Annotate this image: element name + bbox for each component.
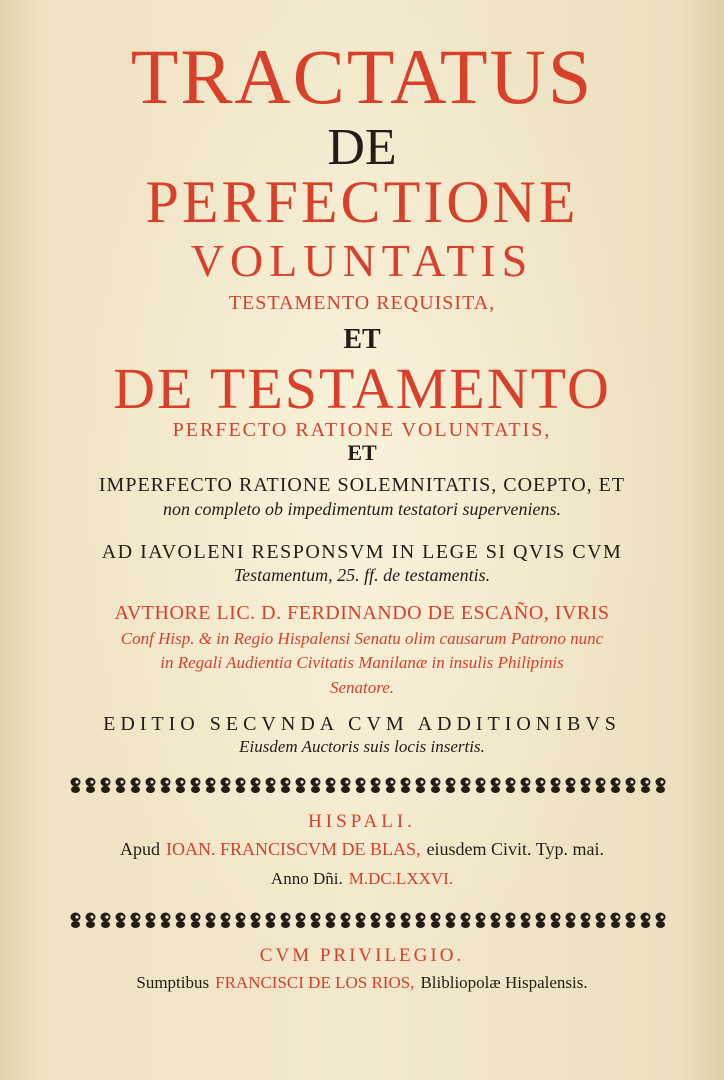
conjunction-et-1: ET xyxy=(343,324,381,355)
apud-prefix: Apud xyxy=(120,839,161,859)
edition-note: Eiusdem Auctoris suis locis insertis. xyxy=(239,737,485,756)
anno-prefix: Anno Dñi. xyxy=(270,869,343,888)
fleuron-icon xyxy=(581,778,591,794)
fleuron-icon xyxy=(506,778,516,794)
fleuron-icon xyxy=(146,913,156,929)
imprint-year-line xyxy=(0,870,724,887)
fleuron-icon xyxy=(221,778,231,794)
fleuron-icon xyxy=(311,778,321,794)
fleuron-icon xyxy=(416,913,426,929)
fleuron-icon xyxy=(461,778,471,794)
imprint-year: M.DC.LXXVI. xyxy=(348,869,454,888)
fleuron-icon xyxy=(116,778,126,794)
fleuron-icon xyxy=(356,778,366,794)
fleuron-icon xyxy=(341,913,351,929)
fleuron-icon xyxy=(611,913,621,929)
subtitle-imperfecto: IMPERFECTO RATIONE SOLEMNITATIS, COEPTO, ET xyxy=(98,474,626,496)
fleuron-icon xyxy=(401,778,411,794)
fleuron-icon xyxy=(281,778,291,794)
fleuron-icon xyxy=(71,913,81,929)
author-line-1: AVTHORE LIC. D. FERDINANDO DE ESCAÑO, IVRIS xyxy=(114,602,610,624)
fleuron-icon xyxy=(521,913,531,929)
fleuron-icon xyxy=(356,913,366,929)
ornament-border-1 xyxy=(68,775,668,795)
fleuron-icon xyxy=(626,778,636,794)
edition-line: EDITIO SECVNDA CVM ADDITIONIBVS xyxy=(103,713,621,735)
conjunction-et-2: ET xyxy=(347,440,377,465)
fleuron-icon xyxy=(476,913,486,929)
fleuron-icon xyxy=(416,778,426,794)
fleuron-icon xyxy=(146,778,156,794)
title-perfectione: PERFECTIONE xyxy=(145,169,579,235)
imprint-printer-line xyxy=(0,840,724,858)
fleuron-icon xyxy=(161,778,171,794)
fleuron-icon xyxy=(311,913,321,929)
author-line-3: in Regali Audientia Civitatis Manilanæ in insulis Philipinis xyxy=(160,653,564,672)
ornament-border-2 xyxy=(68,910,668,930)
fleuron-icon xyxy=(476,778,486,794)
fleuron-icon xyxy=(596,778,606,794)
fleuron-icon xyxy=(191,778,201,794)
fleuron-icon xyxy=(551,778,561,794)
title-voluntatis: VOLUNTATIS xyxy=(190,235,534,286)
fleuron-icon xyxy=(551,913,561,929)
reference-testamentum: Testamentum, 25. ff. de testamentis. xyxy=(233,565,491,585)
fleuron-icon xyxy=(101,778,111,794)
fleuron-icon xyxy=(266,913,276,929)
printer-name: IOAN. FRANCISCVM DE BLAS, xyxy=(166,839,421,859)
fleuron-icon xyxy=(401,913,411,929)
fleuron-icon xyxy=(446,778,456,794)
fleuron-icon xyxy=(281,913,291,929)
fleuron-icon xyxy=(116,913,126,929)
fleuron-icon xyxy=(176,778,186,794)
fleuron-icon xyxy=(86,913,96,929)
fleuron-icon xyxy=(131,778,141,794)
fleuron-icon xyxy=(536,778,546,794)
title-de-testamento: DE TESTAMENTO xyxy=(113,356,611,421)
fleuron-icon xyxy=(176,913,186,929)
fleuron-icon xyxy=(236,913,246,929)
fleuron-icon xyxy=(446,913,456,929)
fleuron-icon xyxy=(641,778,651,794)
fleuron-icon xyxy=(296,913,306,929)
bookseller-line xyxy=(0,974,724,991)
fleuron-icon xyxy=(131,913,141,929)
sumptibus-suffix: Blibliopolæ Hispalensis. xyxy=(420,973,588,992)
fleuron-icon xyxy=(86,778,96,794)
fleuron-icon xyxy=(236,778,246,794)
subtitle-requisita: TESTAMENTO REQUISITA, xyxy=(228,292,496,314)
fleuron-icon xyxy=(206,913,216,929)
fleuron-icon xyxy=(656,913,666,929)
author-line-4: Senatore. xyxy=(329,678,395,697)
fleuron-icon xyxy=(656,778,666,794)
fleuron-icon xyxy=(536,913,546,929)
fleuron-icon xyxy=(611,778,621,794)
fleuron-icon xyxy=(431,778,441,794)
fleuron-icon xyxy=(251,913,261,929)
fleuron-icon xyxy=(461,913,471,929)
fleuron-icon xyxy=(521,778,531,794)
fleuron-icon xyxy=(566,913,576,929)
fleuron-icon xyxy=(71,778,81,794)
apud-suffix: eiusdem Civit. Typ. mai. xyxy=(426,839,604,859)
fleuron-icon xyxy=(371,778,381,794)
privilege-line: CVM PRIVILEGIO. xyxy=(259,945,465,966)
fleuron-icon xyxy=(341,778,351,794)
fleuron-icon xyxy=(626,913,636,929)
bookseller-name: FRANCISCI DE LOS RIOS, xyxy=(215,973,415,992)
fleuron-icon xyxy=(101,913,111,929)
fleuron-icon xyxy=(326,778,336,794)
fleuron-icon xyxy=(641,913,651,929)
fleuron-icon xyxy=(596,913,606,929)
subtitle-perfecto: PERFECTO RATIONE VOLUNTATIS, xyxy=(172,419,552,441)
fleuron-icon xyxy=(386,913,396,929)
subtitle-non-completo: non completo ob impedimentum testatori superveniens. xyxy=(163,499,561,519)
fleuron-icon xyxy=(371,913,381,929)
imprint-place: HISPALI. xyxy=(308,811,416,832)
fleuron-icon xyxy=(161,913,171,929)
fleuron-icon xyxy=(221,913,231,929)
fleuron-icon xyxy=(326,913,336,929)
fleuron-icon xyxy=(206,778,216,794)
fleuron-icon xyxy=(506,913,516,929)
title-tractatus: TRACTATUS xyxy=(130,33,594,120)
fleuron-icon xyxy=(296,778,306,794)
title-de: DE xyxy=(327,119,397,176)
fleuron-icon xyxy=(491,913,501,929)
fleuron-icon xyxy=(191,913,201,929)
fleuron-icon xyxy=(581,913,591,929)
author-line-2: Conf Hisp. & in Regio Hispalensi Senatu olim causarum Patrono nunc xyxy=(120,629,604,648)
fleuron-icon xyxy=(251,778,261,794)
fleuron-icon xyxy=(386,778,396,794)
fleuron-icon xyxy=(266,778,276,794)
fleuron-icon xyxy=(566,778,576,794)
reference-iavoleni: AD IAVOLENI RESPONSVM IN LEGE SI QVIS CVM xyxy=(101,541,623,563)
sumptibus-prefix: Sumptibus xyxy=(136,973,210,992)
fleuron-icon xyxy=(491,778,501,794)
fleuron-icon xyxy=(431,913,441,929)
